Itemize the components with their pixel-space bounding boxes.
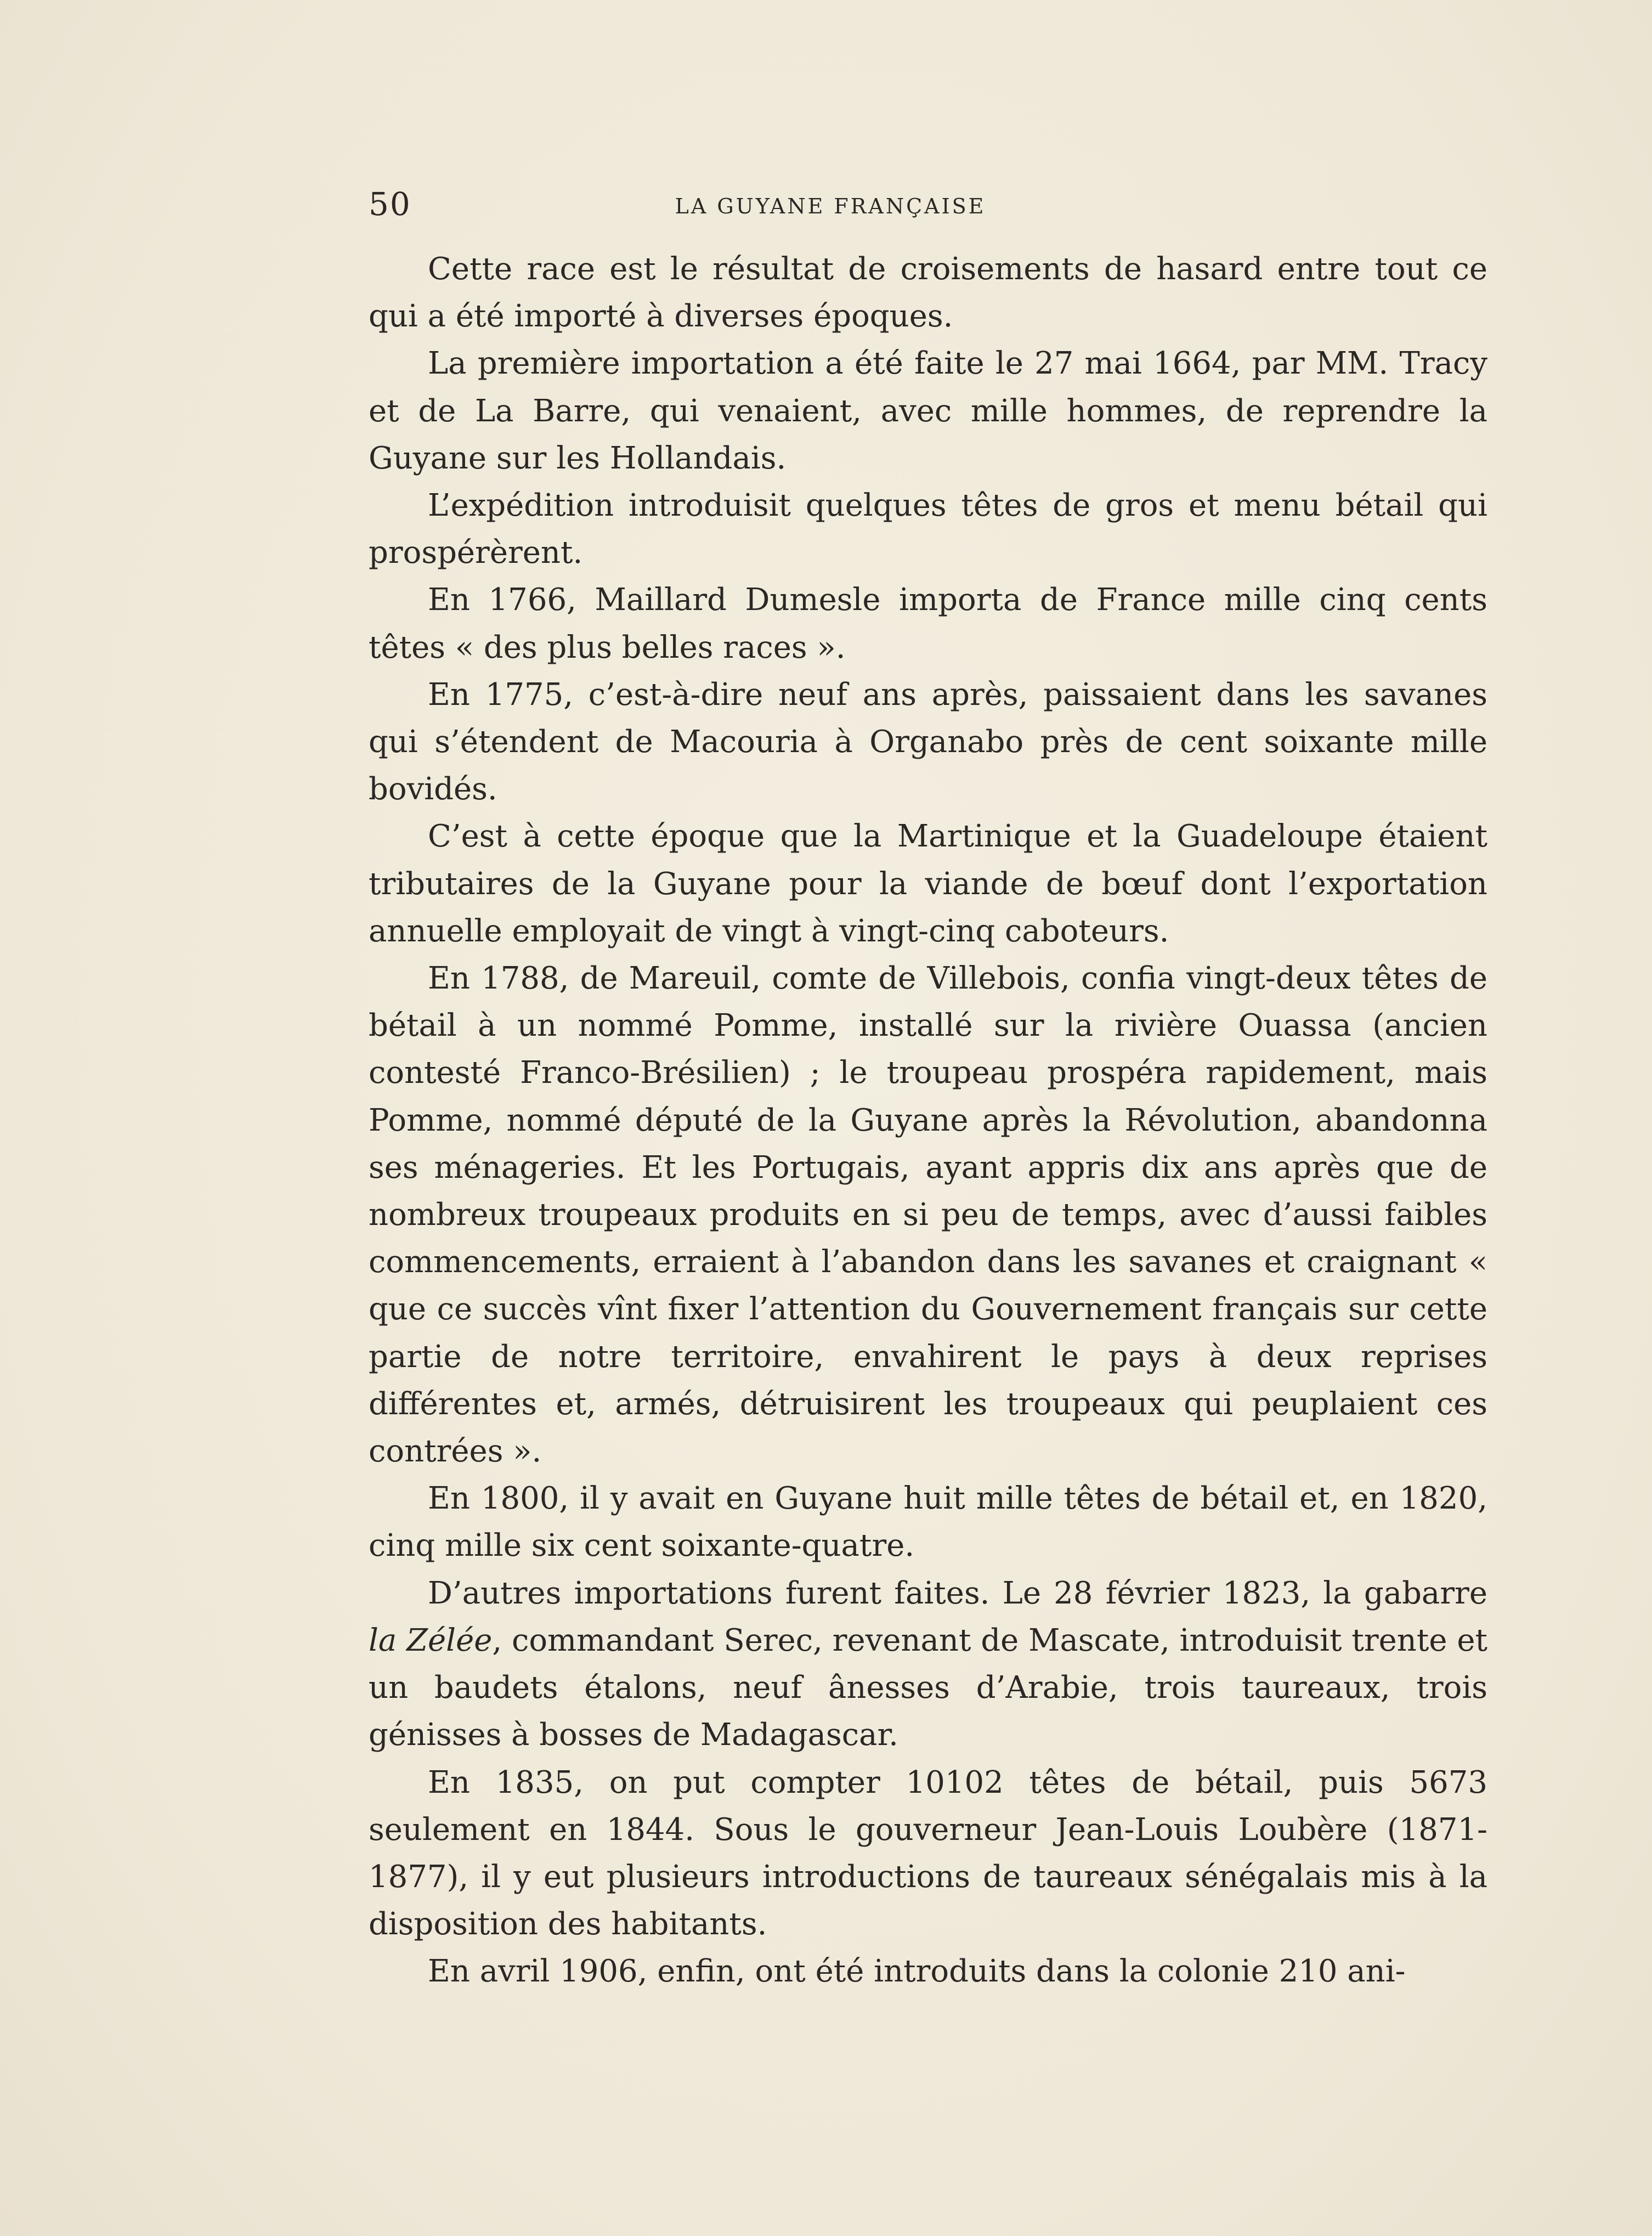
paragraph: En 1800, il y avait en Guyane huit mille têtes de bétail et, en 1820, cinq mille six cent soixante-quatre. [369, 1481, 1487, 1564]
paragraph: En 1835, on put compter 10102 têtes de bétail, puis 5673 seulement en 1844. Sous le gouverneur Jean-Louis Loubère (1871-1877), il y eut plusieurs introductions de taureaux sénégalais mis à la disposition des habitants. [369, 1764, 1487, 1943]
page-number: 50 [369, 185, 411, 223]
paragraph-last-line: En avril 1906, enfin, ont été introduits dans la colonie 210 ani- [428, 1953, 1406, 1990]
paragraph: La première importation a été faite le 27 mai 1664, par MM. Tracy et de La Barre, qui venaient, avec mille hommes, de reprendre la Guyane sur les Hollandais. [369, 346, 1487, 476]
paragraph: L’expédition introduisit quelques têtes de gros et menu bétail qui prospérèrent. [369, 488, 1487, 571]
paragraph: En 1766, Maillard Dumesle importa de France mille cinq cents têtes « des plus belles races ». [369, 582, 1487, 665]
paragraph: C’est à cette époque que la Martinique et la Guadeloupe étaient tributaires de la Guyane pour la viande de bœuf dont l’exportation annuelle employait de vingt à vingt-cinq caboteurs. [369, 818, 1487, 949]
paragraph: En 1788, de Mareuil, comte de Villebois, confia vingt-deux têtes de bétail à un nommé Pomme, installé sur la rivière Ouassa (ancien contesté Franco-Brésilien) ; le troupeau prospéra rapidement, mais Pomme, nommé député de la Guyane après la Révolution, abandonna ses ménageries. Et les Portugais, ayant appris dix ans après que de nombreux troupeaux produits en si peu de temps, avec d’aussi faibles commencements, erraient à l’abandon dans les savanes et craignant « que ce succès vînt fixer l’attention du Gouvernement français sur cette partie de notre territoire, envahirent le pays à deux reprises différentes et, armés, détruisirent les troupeaux qui peuplaient ces contrées ». [369, 961, 1487, 1470]
paragraph: En 1775, c’est-à-dire neuf ans après, paissaient dans les savanes qui s’étendent de Macouria à Organabo près de cent soixante mille bovidés. [369, 676, 1487, 808]
paragraph: Cette race est le résultat de croisements de hasard entre tout ce qui a été importé à diverses époques. [369, 251, 1487, 335]
paragraph-text: , commandant Serec, revenant de Mascate, introduisit trente et un baudets étalons, neuf ânesses d’Arabie, trois taureaux, trois génisses à bosses de Madagascar. [369, 1622, 1487, 1753]
paragraph-text: D’autres importations furent faites. Le 28 février 1823, la gabarre [428, 1575, 1487, 1611]
running-title: LA GUYANE FRANÇAISE [675, 194, 986, 218]
page-header [369, 185, 1292, 229]
paragraph [369, 1570, 1487, 1759]
ship-name: la Zélée [369, 1622, 493, 1658]
body-text [369, 246, 1487, 1996]
